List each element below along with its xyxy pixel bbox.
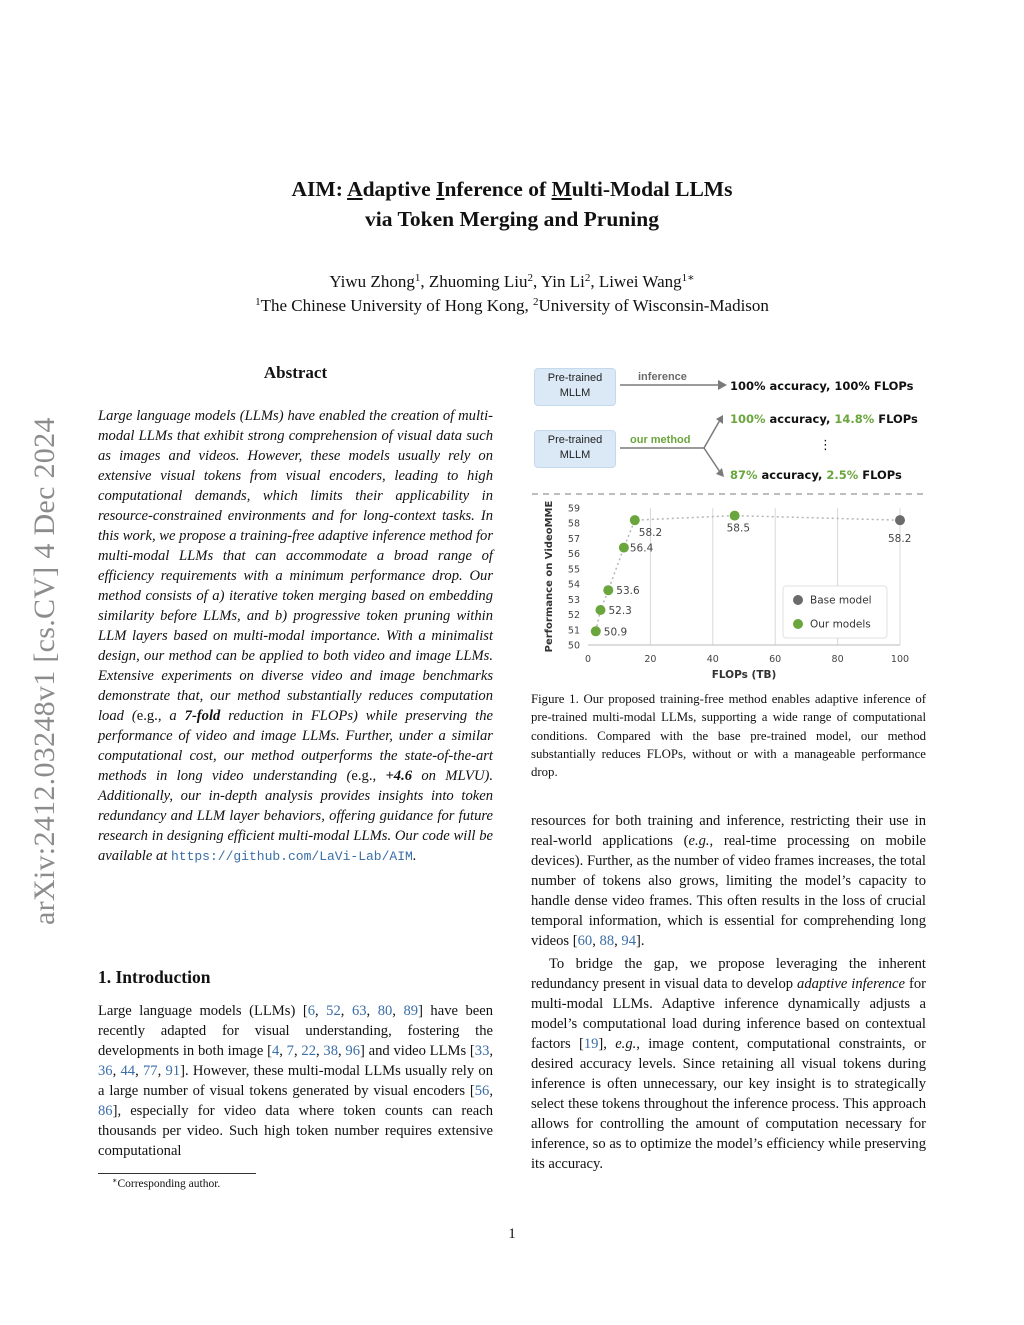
intro-paragraph-3: To bridge the gap, we propose leveraging the inherent redundancy present in visual data to develop adaptive inference for multi-modal LLMs. Adaptive inference dynamically adjusts a model’s computational load during inference based on contextual factors [19], e.g., image content, computational constraints, or desired accuracy levels. Since retaining all visual tokens during inference is often unnecessary, our key insight is to strategically select these tokens throughout the inference process. This approach allows for controlling the amount of computation necessary for inference, so as to optimize the model’s efficiency while preserving its accuracy.: [531, 956, 926, 1172]
citation-link[interactable]: 19: [583, 1036, 599, 1052]
citation-link[interactable]: 38: [323, 1043, 338, 1059]
title-line-1: [0, 174, 1024, 204]
legend-marker: [793, 595, 803, 605]
arxiv-stamp: arXiv:2412.03248v1 [cs.CV] 4 Dec 2024: [28, 417, 61, 925]
result-ours-high: 100% accuracy, 14.8% FLOPs: [730, 412, 918, 426]
author-block: [0, 270, 1024, 318]
italic-text: e.g.: [615, 1036, 637, 1052]
y-tick-label: 54: [567, 579, 580, 591]
author-name: Yin Li$^2$: [540, 272, 591, 291]
author-name: Liwei Wang$^{1∗}$: [598, 272, 695, 291]
footnote: ∗Corresponding author.: [112, 1176, 221, 1190]
title-fragment: AIM:: [291, 177, 348, 201]
citation-link[interactable]: 89: [403, 1003, 419, 1019]
y-tick-label: 51: [567, 625, 580, 637]
our-model-point: [630, 515, 640, 525]
data-label: 50.9: [603, 626, 628, 639]
page-number: 1: [508, 1226, 516, 1242]
affiliation: $^1$The Chinese University of Hong Kong: [255, 296, 525, 315]
our-model-point: [591, 626, 601, 636]
flops-vs-performance-chart: [528, 498, 928, 684]
citation-link[interactable]: 94: [621, 933, 636, 949]
data-label: 56.4: [629, 542, 654, 555]
y-tick-label: 55: [567, 564, 580, 576]
citation-link[interactable]: 52: [326, 1003, 341, 1019]
section-heading-introduction: 1. Introduction: [98, 967, 211, 987]
abstract-text: Large language models (LLMs) have enabled the creation of multi-modal LLMs that exhibit strong comprehension of visual data such as images and videos. However, these models usually rely on extensive visual tokens from visual encoders, leading to high computational demands, which limits their applicability in resource-constrained environments and for long-context tasks. In this work, we propose a training-free adaptive inference method for multi-modal LLMs that can accommodate a broad range of efficiency requirements with a minimum performance drop. Our method consists of a) iterative token merging based on embedding similarity before LLMs, and b) progressive token pruning within LLM layers based on multi-modal importance. With a minimalist design, our method can be applied to both video and image LLMs. Extensive experiments on diverse video and image benchmarks demonstrate that, our method substantially reduces computation load (e.g., a 7-fold reduction in FLOPs) while preserving the performance of video and image LLMs. Further, under a similar computational cost, our method outperforms the state-of-the-art methods in long video understanding (e.g., +4.6 on MLVU). Additionally, our in-depth analysis provides insights into token redundancy and LLM layer behaviors, offering guidance for future research in designing efficient multi-modal LLMs. Our code will be available at https://github.com/LaVi-Lab/AIM.: [98, 408, 493, 864]
inference-label: inference: [638, 371, 687, 383]
author-affiliations: $^1$The Chinese University of Hong Kong, $^2$University of Wisconsin-Madison: [255, 296, 769, 315]
result-ours-low: 87% accuracy, 2.5% FLOPs: [730, 468, 902, 482]
citation-link[interactable]: 60: [577, 933, 593, 949]
arrow-head-inference: [718, 380, 727, 390]
y-tick-label: 50: [567, 640, 580, 652]
citation-link[interactable]: 91: [165, 1063, 181, 1079]
our-model-point: [603, 585, 613, 595]
y-tick-label: 58: [567, 518, 580, 530]
our-model-point: [730, 511, 740, 521]
y-tick-label: 52: [567, 610, 580, 622]
code-link[interactable]: https://github.com/LaVi-Lab/AIM: [170, 849, 413, 864]
arrow-head-up: [716, 415, 723, 424]
figure-1-caption: Figure 1. Our proposed training-free method enables adaptive inference of pre-trained multi-modal LLMs, supporting a wide range of computational conditions. Compared with the base pre-trained model, our method substantially reduces FLOPs, without or with a manageable performance drop.: [531, 692, 926, 780]
citation-link[interactable]: 56: [474, 1083, 490, 1099]
affiliation: $^2$University of Wisconsin-Madison: [533, 296, 769, 315]
figure-1: [528, 362, 928, 684]
abstract-heading: Abstract: [263, 363, 328, 382]
legend-entry: Our models: [810, 618, 871, 631]
y-tick-label: 59: [567, 503, 580, 515]
title-fragment: nference of: [444, 177, 552, 201]
citation-link[interactable]: 44: [120, 1063, 136, 1079]
citation-link[interactable]: 36: [98, 1063, 113, 1079]
x-tick-label: 0: [584, 654, 592, 665]
author-name: Yiwu Zhong$^1$: [329, 272, 421, 291]
citation-link[interactable]: 88: [599, 933, 615, 949]
italic-text: e.g.: [688, 833, 710, 849]
title-fragment: A: [347, 177, 363, 201]
x-axis-label: FLOPs (TB): [711, 669, 777, 681]
title-fragment: I: [436, 177, 445, 201]
legend-marker: [793, 619, 803, 629]
citation-link[interactable]: 6: [307, 1003, 315, 1019]
citation-link[interactable]: 33: [474, 1043, 490, 1059]
citation-link[interactable]: 7: [286, 1043, 294, 1059]
y-tick-label: 56: [567, 549, 580, 561]
title-fragment: ulti-Modal LLMs: [571, 177, 733, 201]
our-model-point: [595, 605, 605, 615]
data-label: 53.6: [616, 585, 640, 598]
intro-paragraph-2: resources for both training and inference, restricting their use in real-world applications (e.g., real-time processing on mobile devices). Further, as the number of video frames increases, the total number of tokens also grows, limiting the model’s capacity to handle dense video frames. This often results in the loss of crucial temporal information, which is essential for comprehending long videos [60, 88, 94].: [531, 813, 927, 949]
vertical-ellipsis: ⋮: [819, 438, 832, 453]
x-tick-label: 40: [706, 654, 719, 665]
arrow-branch-up: [704, 420, 720, 448]
base-model-point: [895, 515, 905, 525]
y-tick-label: 53: [567, 594, 580, 606]
author-names: Yiwu Zhong$^1$, Zhuoming Liu$^2$, Yin Li$^2$, Liwei Wang$^{1∗}$: [329, 272, 695, 291]
title-fragment: daptive: [362, 177, 437, 201]
intro-paragraph-1: Large language models (LLMs) [6, 52, 63, 80, 89] have been recently adapted for visual understanding, fostering the developments in both image [4, 7, 22, 38, 96] and video LLMs [33, 36, 44, 77, 91]. However, these multi-modal LLMs usually rely on a large number of visual tokens generated by visual encoders [56, 86], especially for video data where token counts can reach thousands per video. Such high token number requires extensive computational: [98, 1003, 494, 1159]
citation-link[interactable]: 63: [351, 1003, 367, 1019]
footnote-rule: [98, 1173, 256, 1174]
arrow-head-down: [716, 468, 724, 477]
x-tick-label: 20: [644, 654, 657, 665]
citation-link[interactable]: 22: [301, 1043, 316, 1059]
title-fragment: M: [551, 177, 572, 201]
data-label: 58.2: [638, 527, 663, 540]
author-name: Zhuoming Liu$^2$: [428, 272, 534, 291]
our-method-label: our method: [630, 434, 691, 446]
italic-text: adaptive inference: [797, 976, 906, 992]
data-label: 58.5: [726, 522, 751, 535]
citation-link[interactable]: 86: [98, 1103, 113, 1119]
citation-link[interactable]: 4: [271, 1043, 280, 1059]
y-tick-label: 57: [567, 533, 580, 545]
paper-title: [0, 174, 1024, 234]
x-tick-label: 100: [890, 654, 910, 665]
data-label: 58.2: [888, 533, 912, 546]
data-label: 52.3: [608, 604, 632, 617]
x-tick-label: 80: [831, 654, 844, 665]
y-axis-label: Performance on VideoMME: [544, 500, 555, 653]
box-label: Pre-trained MLLM: [547, 434, 603, 461]
result-base: 100% accuracy, 100% FLOPs: [730, 379, 914, 393]
citation-link[interactable]: 80: [377, 1003, 393, 1019]
arrow-branch-down: [704, 448, 720, 472]
citation-link[interactable]: 77: [143, 1063, 158, 1079]
citation-link[interactable]: 96: [345, 1043, 361, 1059]
our-model-point: [619, 543, 629, 553]
box-label: Pre-trained MLLM: [547, 372, 603, 399]
title-line-2: via Token Merging and Pruning: [365, 207, 659, 231]
x-tick-label: 60: [769, 654, 782, 665]
legend-entry: Base model: [810, 594, 872, 607]
